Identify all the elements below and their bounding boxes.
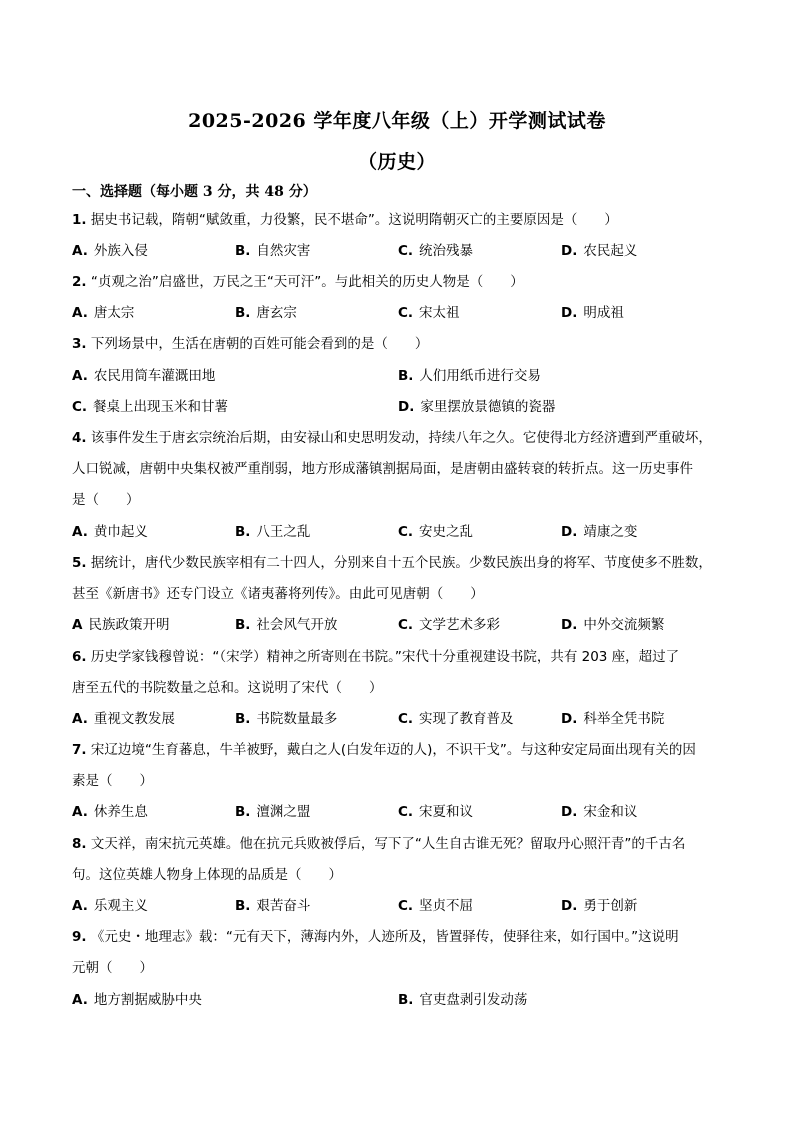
option-b: B. 唐玄宗: [235, 305, 297, 321]
option-b: B. 八王之乱: [235, 524, 311, 540]
option-a: A. 外族入侵: [72, 243, 148, 259]
option-a: A. 重视文教发展: [72, 711, 175, 727]
question-number: 9.: [72, 929, 87, 945]
question-number: 3.: [72, 336, 87, 352]
option-a: A. 地方割据威胁中央: [72, 992, 202, 1008]
question-stem-cont: 素是（ ）: [72, 773, 153, 789]
question-stem: 6. 历史学家钱穆曾说：“（宋学）精神之所寄则在书院。”宋代十分重视建设书院，共有 203 座，超过了: [72, 649, 680, 665]
question-stem: 7. 宋辽边境“生育蕃息，牛羊被野，戴白之人(白发年迈的人)，不识干戈”。与这种安定局面出现有关的因: [72, 742, 696, 758]
option-d: D. 家里摆放景德镇的瓷器: [398, 399, 556, 415]
option-b: B. 人们用纸币进行交易: [398, 368, 541, 384]
option-c: C. 统治残暴: [398, 243, 474, 259]
question-stem: 9. 《元史・地理志》载：“元有天下，薄海内外，人迹所及，皆置驿传，使驿往来，如行国中。”这说明: [72, 929, 679, 945]
question-stem: 2. “贞观之治”启盛世，万民之王“天可汗”。与此相关的历史人物是（ ）: [72, 274, 524, 290]
option-c: C. 宋夏和议: [398, 804, 474, 820]
question-stem: 8. 文天祥，南宋抗元英雄。他在抗元兵败被俘后，写下了“人生自古谁无死？留取丹心照汗青”的千古名: [72, 836, 686, 852]
option-c: C. 文学艺术多彩: [398, 617, 501, 633]
option-a: A. 乐观主义: [72, 898, 148, 914]
question-stem-cont: 是（ ）: [72, 492, 140, 508]
question-number: 2.: [72, 274, 87, 290]
option-d: D. 勇于创新: [561, 898, 638, 914]
section-heading: 一、选择题（每小题 3 分，共 48 分）: [72, 184, 317, 200]
option-a: A. 黄巾起义: [72, 524, 148, 540]
question-stem: 1. 据史书记载，隋朝“赋敛重，力役繁，民不堪命”。这说明隋朝灭亡的主要原因是（ ）: [72, 212, 618, 228]
question-stem-cont: 唐至五代的书院数量之总和。这说明了宋代（ ）: [72, 680, 383, 696]
option-b: B. 书院数量最多: [235, 711, 338, 727]
option-c: C. 坚贞不屈: [398, 898, 474, 914]
page-subtitle: （历史）: [357, 151, 436, 173]
option-d: D. 明成祖: [561, 305, 624, 321]
question-stem: 4. 该事件发生于唐玄宗统治后期，由安禄山和史思明发动，持续八年之久。它使得北方经济遭到严重破坏，: [72, 430, 712, 446]
question-number: 6.: [72, 649, 87, 665]
option-a: A. 唐太宗: [72, 305, 135, 321]
option-a: A. 休养生息: [72, 804, 148, 820]
option-a: A. 农民用筒车灌溉田地: [72, 368, 216, 384]
option-c: C. 宋太祖: [398, 305, 460, 321]
question-stem-cont: 甚至《新唐书》还专门设立《诸夷蕃将列传》。由此可见唐朝（ ）: [72, 586, 484, 602]
option-b: B. 澶渊之盟: [235, 804, 311, 820]
option-a: A 民族政策开明: [72, 617, 170, 633]
question-number: 7.: [72, 742, 87, 758]
question-number: 8.: [72, 836, 87, 852]
option-b: B. 官吏盘剥引发动荡: [398, 992, 528, 1008]
option-b: B. 社会风气开放: [235, 617, 338, 633]
option-d: D. 农民起义: [561, 243, 638, 259]
question-stem: 3. 下列场景中，生活在唐朝的百姓可能会看到的是（ ）: [72, 336, 429, 352]
question-stem-cont: 人口锐减，唐朝中央集权被严重削弱，地方形成藩镇割据局面，是唐朝由盛转衰的转折点。这一历史事件: [72, 461, 693, 477]
page-title: 2025-2026 学年度八年级（上）开学测试试卷: [188, 110, 606, 132]
option-d: D. 宋金和议: [561, 804, 638, 820]
option-d: D. 靖康之变: [561, 524, 638, 540]
option-c: C. 安史之乱: [398, 524, 474, 540]
option-c: C. 餐桌上出现玉米和甘薯: [72, 399, 229, 415]
option-b: B. 艰苦奋斗: [235, 898, 311, 914]
question-number: 1.: [72, 212, 87, 228]
question-stem-cont: 句。这位英雄人物身上体现的品质是（ ）: [72, 867, 342, 883]
question-stem: 5. 据统计，唐代少数民族宰相有二十四人，分别来自十五个民族。少数民族出身的将军、节度使多不胜数，: [72, 555, 712, 571]
option-d: D. 中外交流频繁: [561, 617, 665, 633]
question-number: 4.: [72, 430, 87, 446]
question-stem-cont: 元朝（ ）: [72, 960, 153, 976]
option-b: B. 自然灾害: [235, 243, 311, 259]
option-c: C. 实现了教育普及: [398, 711, 514, 727]
option-d: D. 科举全凭书院: [561, 711, 665, 727]
question-number: 5.: [72, 555, 87, 571]
